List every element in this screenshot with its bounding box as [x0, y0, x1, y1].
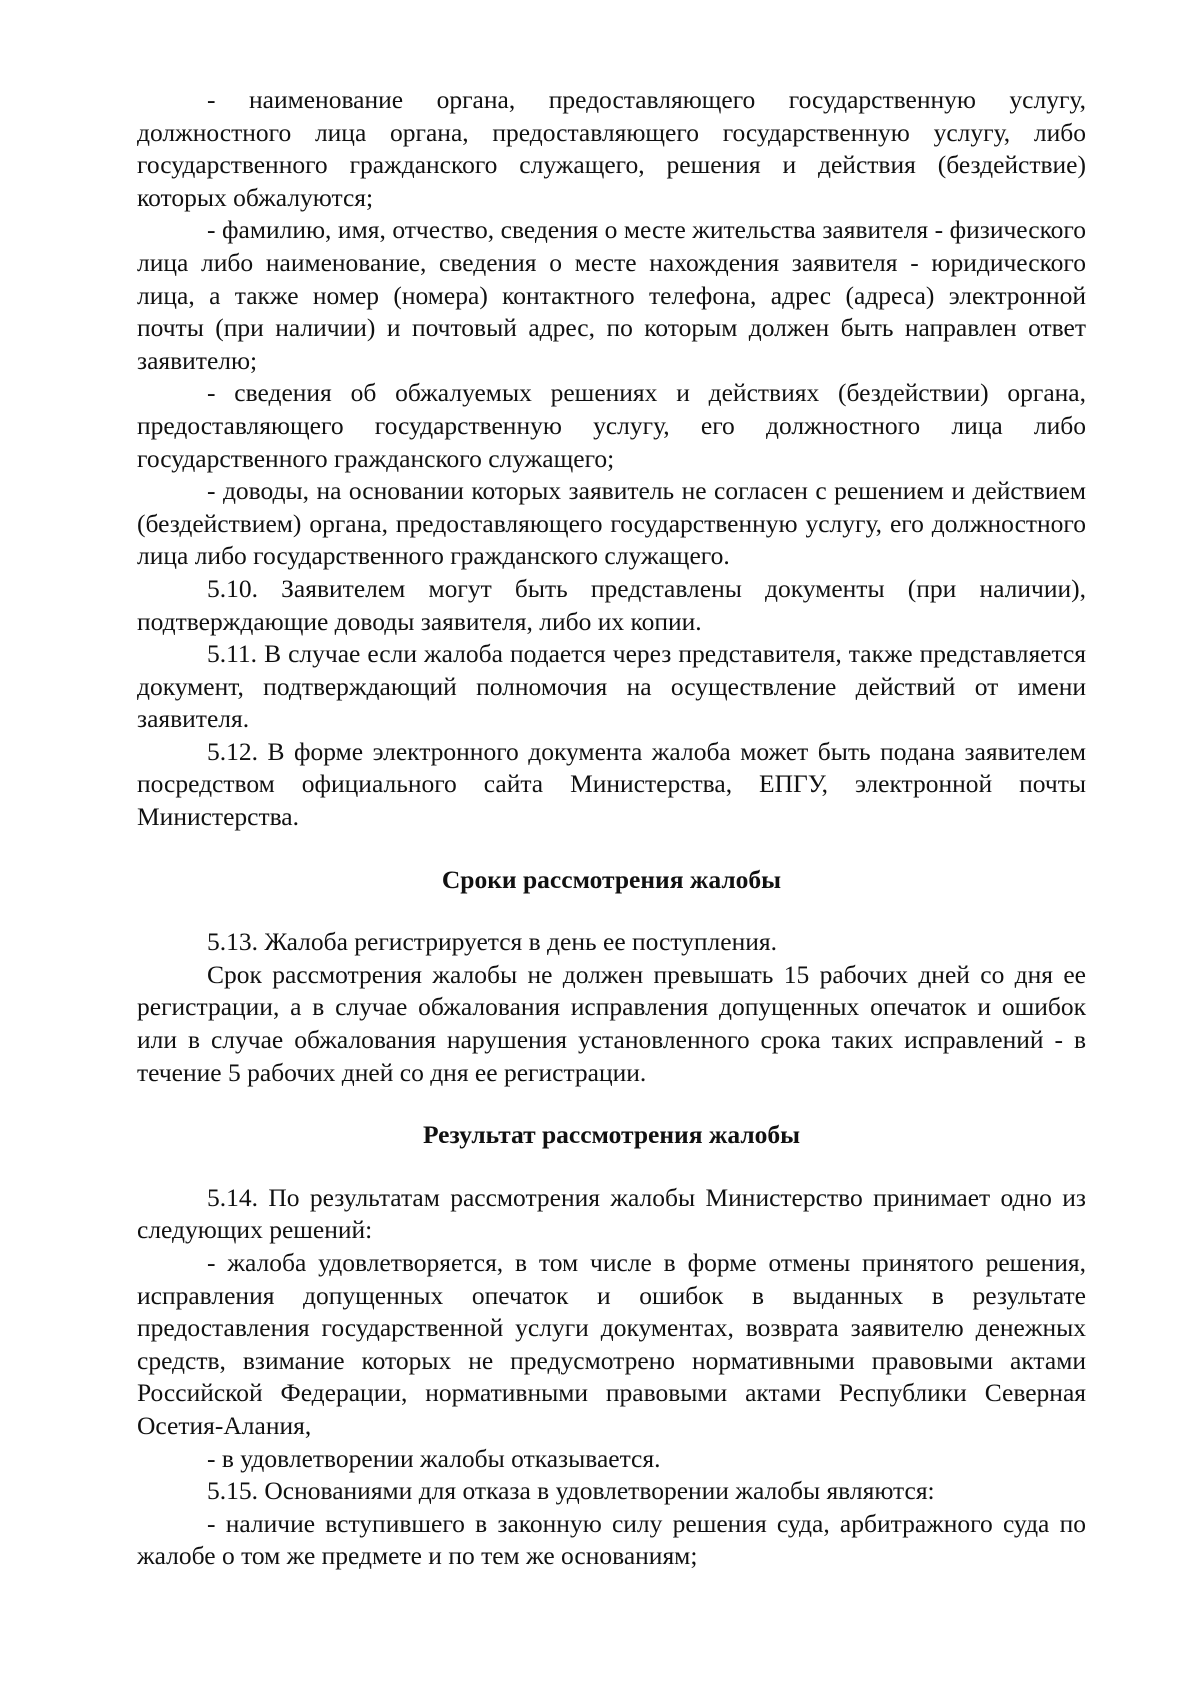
paragraph-5-14: 5.14. По результатам рассмотрения жалобы Министерство принимает одно из следующих решений:	[137, 1182, 1086, 1245]
paragraph: - наличие вступившего в законную силу решения суда, арбитражного суда по жалобе о том же предмете и по тем же основаниям;	[137, 1508, 1086, 1571]
document-body	[137, 84, 1086, 1573]
paragraph: - доводы, на основании которых заявитель не согласен с решением и действием (бездействием) органа, предоставляющего государственную услугу, его должностного лица либо государственного гражданского служащего.	[137, 476, 1086, 571]
paragraph-5-11: 5.11. В случае если жалоба подается через представителя, также представляется документ, подтверждающий полномочия на осуществление действий от имени заявителя.	[137, 639, 1086, 734]
paragraph: Срок рассмотрения жалобы не должен превышать 15 рабочих дней со дня ее регистрации, а в случае обжалования исправления допущенных опечаток и ошибок или в случае обжалования нарушения установленного срока таких исправлений - в течение 5 рабочих дней со дня ее регистрации.	[137, 959, 1086, 1087]
paragraph: - наименование органа, предоставляющего государственную услугу, должностного лица органа, предоставляющего государственную услугу, либо государственного гражданского служащего, решения и действия (бездействие) которых обжалуются;	[137, 85, 1086, 212]
paragraph-5-10: 5.10. Заявителем могут быть представлены документы (при наличии), подтверждающие доводы заявителя, либо их копии.	[137, 573, 1086, 636]
paragraph-5-15: 5.15. Основаниями для отказа в удовлетворении жалобы являются:	[207, 1476, 935, 1506]
section-heading-review-terms: Сроки рассмотрения жалобы	[441, 864, 782, 894]
paragraph: - в удовлетворении жалобы отказывается.	[207, 1443, 661, 1473]
paragraph: - сведения об обжалуемых решениях и действиях (бездействии) органа, предоставляющего государственную услугу, его должностного лица либо государственного гражданского служащего;	[137, 378, 1086, 473]
paragraph-5-13: 5.13. Жалоба регистрируется в день ее поступления.	[207, 927, 778, 957]
paragraph: - жалоба удовлетворяется, в том числе в форме отмены принятого решения, исправления допущенных опечаток и ошибок в выданных в результате предоставления государственной услуги документах, возврата заявителю денежных средств, взимание которых не предусмотрено нормативными правовыми актами Российской Федерации, нормативными правовыми актами Республики Северная Осетия-Алания,	[137, 1248, 1086, 1440]
paragraph-5-12: 5.12. В форме электронного документа жалоба может быть подана заявителем посредством официального сайта Министерства, ЕПГУ, электронной почты Министерства.	[137, 736, 1086, 832]
section-heading-review-result: Результат рассмотрения жалобы	[422, 1120, 801, 1150]
paragraph: - фамилию, имя, отчество, сведения о месте жительства заявителя - физического лица либо наименование, сведения о месте нахождения заявителя - юридического лица, а также номер (номера) контактного телефона, адрес (адреса) электронной почты (при наличии) и почтовый адрес, по которым должен быть направлен ответ заявителю;	[137, 215, 1086, 375]
